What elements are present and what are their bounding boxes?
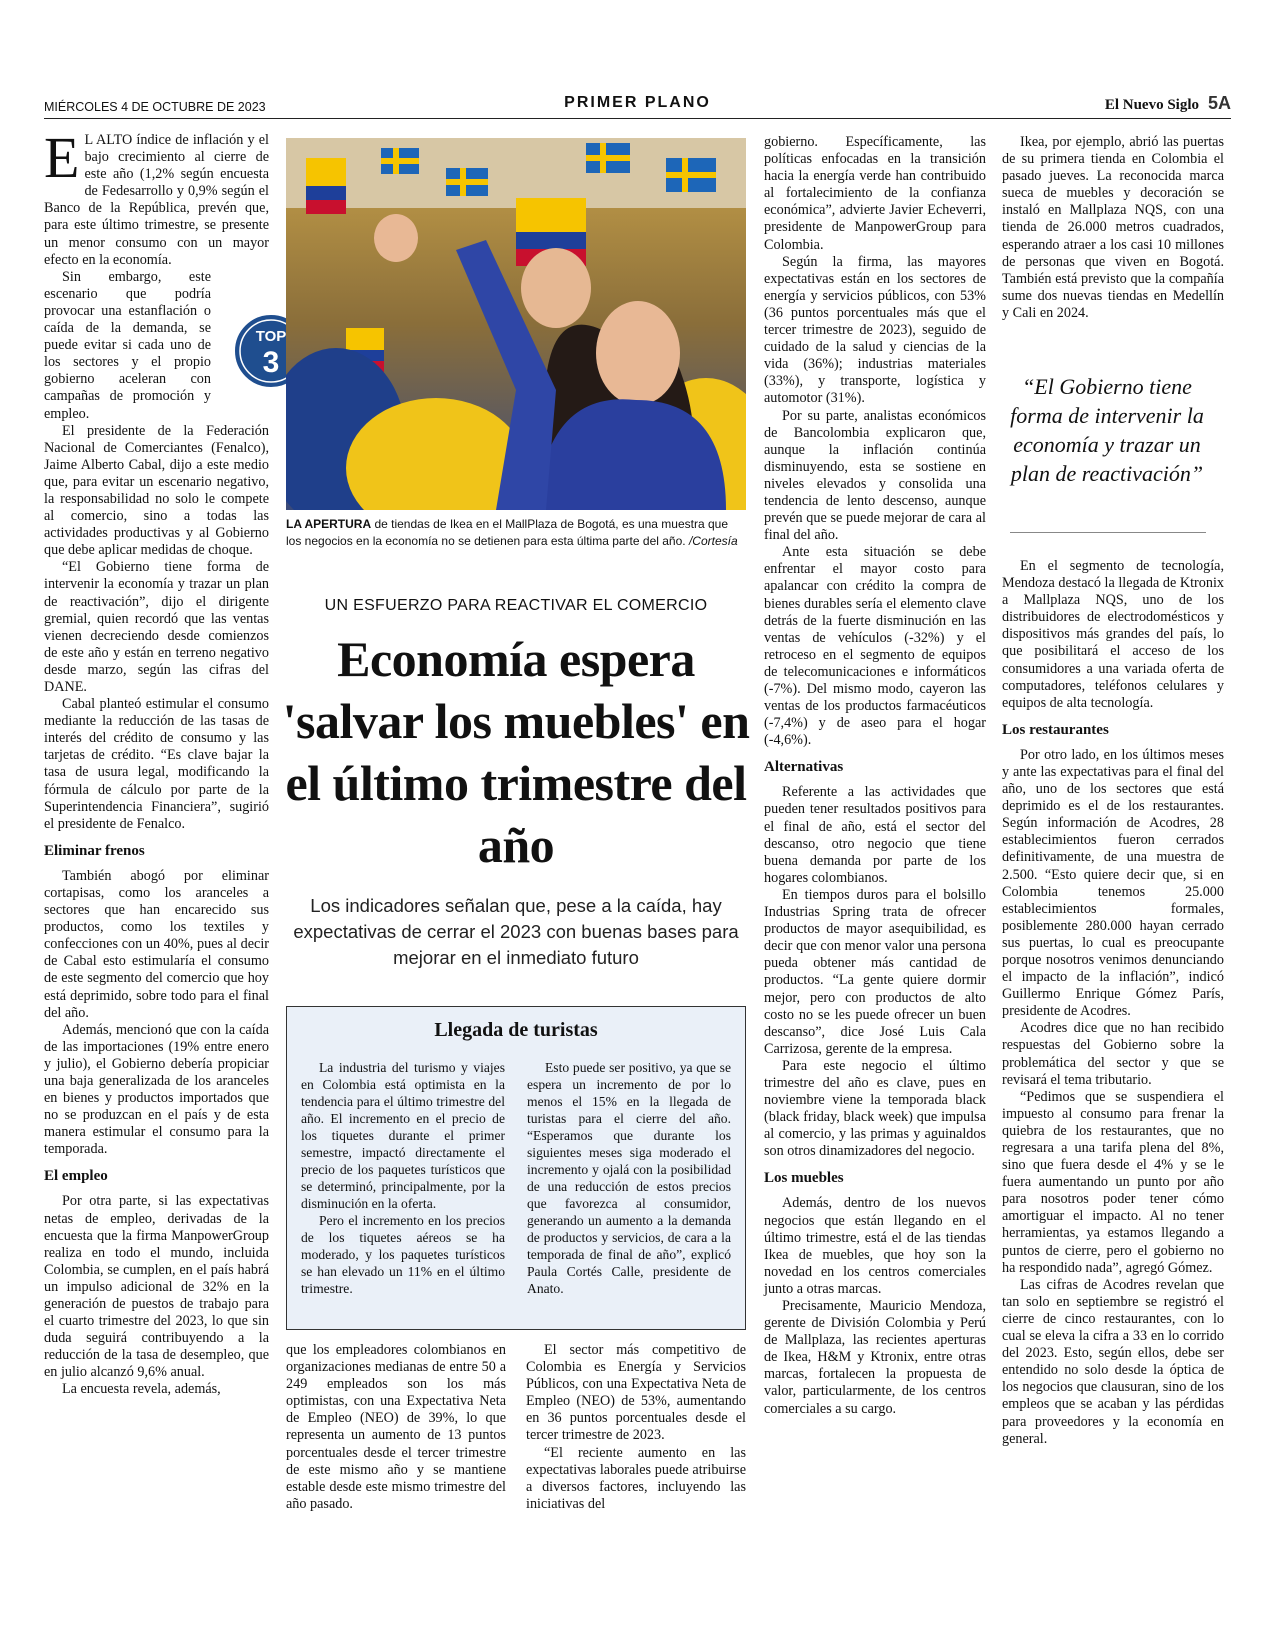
paragraph: El sector más competitivo de Colombia es Energía y Servicios Públicos, con una Expectativa Neta de Empleo (NEO) de 53%, aumentando en 36 puntos porcentuales desde el tercer trimestre de 2023.	[526, 1342, 746, 1444]
paragraph: El presidente de la Federación Nacional de Comerciantes (Fenalco), Jaime Alberto Cabal, dijo a este medio que, para evitar un escenario negativo, la responsabilidad no solo le compete al comercio, sino a todas las actividades productivas y al Gobierno que debe aplicar medidas de choque.	[44, 422, 269, 559]
paragraph: Por otro lado, en los últimos meses y ante las expectativas para el final del año, uno de los sectores que está deprimido es el de los restaurantes. Según información de Acodres, 28 establecimientos fueron cerrados definitivamente, de una muestra de 2.500. “Esto quiere decir que, si en Colombia tenemos 25.000 establecimientos formales, posiblemente 280.000 hayan cerrado sus puertas, lo cual es preocupante porque nosotros venimos denunciando el impacto de la inflación”, indicó Guillermo Enrique Gómez París, presidente de Acodres.	[1002, 746, 1224, 1020]
pull-quote-rule	[1010, 532, 1206, 533]
newspaper-brand: El Nuevo Siglo	[1104, 97, 1199, 113]
paragraph: gobierno. Específicamente, las políticas enfocadas en la transición hacia la energía verde han contribuido al fortalecimiento de la confianza económica”, advierte Javier Echeverri, presidente de ManpowerGroup para Colombia.	[764, 134, 986, 253]
page-header	[44, 92, 1231, 119]
tourism-sidebar-box	[286, 1006, 746, 1330]
paragraph: Sin embargo, este escenario que podría provocar una estanflación o caída de la demanda, se puede evitar si cada uno de los sectores y el propio gobierno aceleran con campañas de promoción y empleo.	[44, 268, 211, 422]
paragraph: Acodres dice que no han recibido respuestas del Gobierno sobre la problemática del sector y que se revisará el tema tributario.	[1002, 1020, 1224, 1088]
article-column-4	[764, 134, 986, 1418]
paragraph: Pero el incremento en los precios de los tiquetes aéreos se ha moderado, y los paquetes turísticos se han elevado un 11% en el último trimestre.	[301, 1213, 505, 1296]
caption-lead: LA APERTURA	[286, 517, 372, 531]
paragraph: Además, dentro de los nuevos negocios que están llegando en el último trimestre, está el de las tiendas Ikea de muebles, que hoy son la novedad en los centros comerciales junto a otras marcas.	[764, 1195, 986, 1297]
paragraph: “El reciente aumento en las expectativas laborales puede atribuirse a diversos factores, incluyendo las iniciativas del	[526, 1444, 746, 1512]
ikea-opening-photo	[286, 138, 746, 510]
section-name: PRIMER PLANO	[564, 94, 711, 111]
sidebar-title: Llegada de turistas	[434, 1019, 598, 1041]
story-deck: Los indicadores señalan que, pese a la caída, hay expectativas de cerrar el 2023 con buenas bases para mejorar en el inmediato futuro	[293, 895, 739, 968]
paragraph: Esto puede ser positivo, ya que se espera un incremento de por lo menos el 15% en la llegada de turistas para el cierre del año. “Esperamos que durante los siguientes meses siga moderado el incremento y ojalá con la posibilidad de una reducción de estos precios que favorezca al consumidor, generando un aumento a la demanda de productos y servicios, de cara a la temporada de final de año”, explicó Paula Cortés Calle, presidente de Anato.	[527, 1060, 731, 1296]
article-column-5-lower	[1002, 558, 1224, 1448]
paragraph: Por otra parte, si las expectativas netas de empleo, derivadas de la encuesta que la firma ManpowerGroup realiza en todo el mundo, incluida Colombia, se cumplen, en el país habrá un impulso adicional de 32% en la generación de puestos de trabajo para el cuarto trimestre del 2023, lo que sin duda seguirá contribuyendo a la reducción de la tasa de desempleo, que en julio alcanzó 9,6% anual.	[44, 1193, 269, 1381]
pull-quote: “El Gobierno tiene forma de intervenir la economía y trazar un plan de reactivación”	[1010, 374, 1204, 486]
page-number: 5A	[1207, 93, 1231, 113]
paragraph: Además, mencionó que con la caída de las importaciones (19% entre enero y julio), el Gobierno debería propiciar una baja generalizada de los aranceles en bienes y productos importados que no se produzcan en el país y de esta manera estimular el consumo para la temporada.	[44, 1021, 269, 1158]
article-column-3	[526, 1342, 746, 1513]
subheading: Eliminar frenos	[44, 842, 145, 859]
subheading: Los restaurantes	[1002, 721, 1109, 738]
photo-caption	[286, 516, 746, 550]
subheading: Alternativas	[764, 759, 844, 776]
paragraph: Según la firma, las mayores expectativas están en los sectores de energía y servicios públicos, con 53% (36 puntos porcentuales más que el tercer trimestre de 2023), seguido de cuidado de la salud y ciencias de la vida (36%); industrias materiales (33%), y transporte, logística y automotor (31%).	[764, 253, 986, 407]
subheading: Los muebles	[764, 1170, 844, 1187]
sidebar-column-1	[301, 1059, 505, 1297]
paragraph: En tiempos duros para el bolsillo Industrias Spring trata de ofrecer productos de mayor asequibilidad, es decir que con menor valor una persona pueda obtener más cantidad de productos. “La gente quiere dormir mejor, pero con productos de alto costo no se les puede ofrecer un buen descanso”, dice José Luis Cala Carrizosa, gerente de la empresa.	[764, 886, 986, 1057]
subheading: El empleo	[44, 1168, 108, 1185]
drop-cap: E	[44, 125, 80, 190]
badge-word: TOP	[255, 328, 287, 345]
paragraph: L ALTO índice de inflación y el bajo crecimiento al cierre de este año (1,2% según encuesta de Fedesarrollo y 0,9% según el Banco de la República, prevén que, para este último trimestre, se presente un menor consumo con un mayor efecto en la economía.	[44, 132, 269, 268]
paragraph: La encuesta revela, además,	[62, 1381, 221, 1398]
paragraph: Para este negocio el último trimestre del año es clave, pues en noviembre viene la temporada black (black friday, black week) que impulsa al comercio, y las primas y aguinaldos son otros dinamizadores del negocio.	[764, 1057, 986, 1160]
badge-number: 3	[262, 346, 280, 379]
paragraph: que los empleadores colombianos en organizaciones medianas de entre 50 a 249 empleados son los más optimistas, con una Expectativa Neta de Empleo (NEO) de 39%, lo que representa un aumento de 13 puntos porcentuales desde el tercer trimestre de este mismo año y se mantiene estable desde este mismo trimestre del año pasado.	[286, 1342, 506, 1512]
sidebar-column-2	[527, 1059, 731, 1297]
paragraph: Referente a las actividades que pueden tener resultados positivos para el final de año, está el sector del descanso, otro negocio que tiene buena demanda por parte de los hogares colombianos.	[764, 784, 986, 886]
paragraph: Cabal planteó estimular el consumo mediante la reducción de las tasas de interés del crédito de consumo y las tarjetas de crédito. “Es clave bajar la tasa de usura legal, modificando la fórmula de cálculo por parte de la Superintendencia Financiera”, sugirió el presidente de Fenalco.	[44, 696, 269, 832]
paragraph: Precisamente, Mauricio Mendoza, gerente de División Colombia y Perú de Mallplaza, las recientes aperturas de Ikea, H&M y Ktronix, entre otras marcas, fortalecen la propuesta de valor, particularmente, de los centros comerciales a su cargo.	[764, 1298, 986, 1417]
paragraph: Ikea, por ejemplo, abrió las puertas de su primera tienda en Colombia el pasado jueves. La reconocida marca sueca de muebles y decoración se instaló en Mallplaza NQS, con una tienda de 26.000 metros cuadrados, esperando atraer a los casi 10 millones de personas que viven en Bogotá. También está previsto que la compañía sume dos nuevas tiendas en Medellín y Cali en 2024.	[1002, 134, 1224, 321]
paragraph: “El Gobierno tiene forma de intervenir la economía y trazar un plan de reactivación”, dijo el dirigente gremial, quien recordó que las ventas vienen decreciendo desde comienzos de este año y están en terreno negativo desde marzo, según las cifras del DANE.	[44, 559, 269, 695]
paragraph: También abogó por eliminar cortapisas, como los aranceles a sectores que han encarecido sus productos, como los textiles y confecciones con un 40%, pues al decir de Cabal esto estimularía el consumo de este segmento del comercio que hoy está deprimido, sobre todo para el final del año.	[44, 867, 269, 1021]
article-column-5	[1002, 134, 1224, 322]
paragraph: En el segmento de tecnología, Mendoza destacó la llegada de Ktronix a Mallplaza NQS, uno de los distribuidores de electrodomésticos y dispositivos más grandes del país, lo que posibilitará el acceso de los consumidores a una variada oferta de computadores, teléfonos celulares y equipos de alta tecnología.	[1002, 558, 1224, 711]
photo-credit: /Cortesía	[685, 534, 738, 548]
paragraph: “Pedimos que se suspendiera el impuesto al consumo para frenar la quiebra de los restaurantes, que no regresara a una tarifa plena del 8%, sino que fuera desde el 4% y se le fuera aumentando un punto por año para nosotros poder tener cómo amortiguar el impacto. Al no tener herramientas, ya estamos llegando a puntos de cierre, pero el gobierno no ha respondido nada”, agregó Gómez.	[1002, 1088, 1224, 1276]
paragraph: La industria del turismo y viajes en Colombia está optimista en la tendencia para el último trimestre del año. El incremento en el precio de los tiquetes durante el primer semestre, impactó directamente el precio de los paquetes turísticos que se determinó, principalmente, por la disminución en la oferta.	[301, 1060, 505, 1211]
headline: Economía espera 'salvar los muebles' en el último trimestre del año	[282, 631, 750, 873]
paragraph: Por su parte, analistas económicos de Bancolombia explicaron que, aunque la inflación continúa disminuyendo, esta se sostiene en niveles elevados y consolida una tendencia de lento descenso, aunque prevén que se puede mejorar de cara al final del año.	[764, 407, 986, 544]
article-column-2	[286, 1342, 506, 1513]
caption-text: de tiendas de Ikea en el MallPlaza de Bogotá, es una muestra que los negocios en la economía no se detienen para esta última parte del año.	[286, 517, 729, 548]
paragraph: Las cifras de Acodres revelan que tan solo en septiembre se registró el cierre de cinco restaurantes, con lo cual se eleva la cifra a 33 en lo corrido del 2023. Esto, según ellos, debe ser entendido no solo desde la óptica de los negocios que clausuran, sino de los empleos que se acaban y las pérdidas para proveedores y la economía en general.	[1002, 1276, 1224, 1447]
issue-date: MIÉRCOLES 4 DE OCTUBRE DE 2023	[44, 100, 266, 114]
paragraph: Ante esta situación se debe enfrentar el mayor costo para apalancar con crédito la compra de bienes durables sería el elemento clave detrás de la fuerte disminución en las ventas de vehículos (-32%) y el retroceso en el segmento de equipos de telecomunicaciones e informáticos (-7%). Del mismo modo, cayeron las ventas de los productos farmacéuticos (-7,4%) y de aseo para el hogar (-4,6%).	[764, 544, 986, 749]
story-kicker: UN ESFUERZO PARA REACTIVAR EL COMERCIO	[324, 597, 708, 614]
